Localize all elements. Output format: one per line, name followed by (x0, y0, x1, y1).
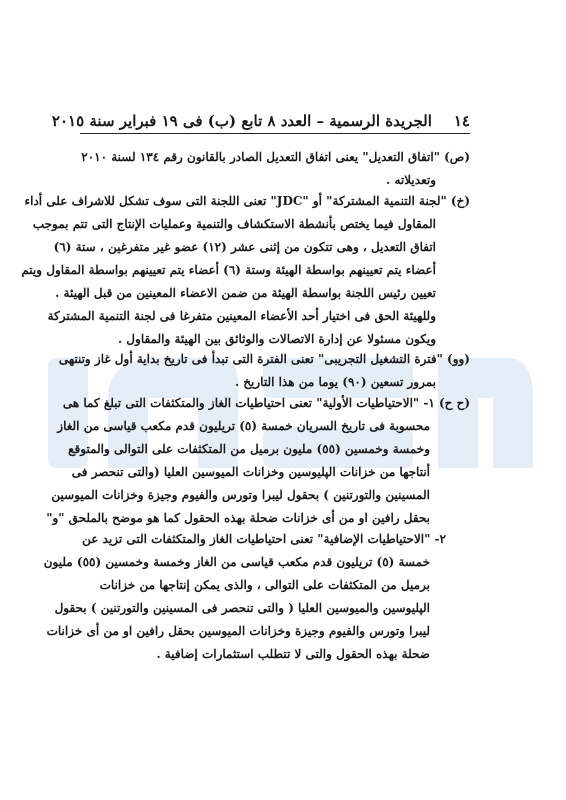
definition-ww (58, 348, 470, 394)
header-rule (80, 133, 470, 134)
text-line: وتعديلاته . (386, 173, 436, 187)
text-line: محسوبة فى تاريخ السريان خمسة (٥) تريليون قدم مكعب قياسى من الغاز (57, 419, 430, 433)
definition-hh-1 (46, 392, 470, 530)
text-line: برميل من المتكثفات على التوالى ، والذى يمكن إنتاجها من خزانات (99, 578, 430, 592)
page-number: ١٤ (453, 112, 470, 130)
page-title: الجريدة الرسمية – العدد ٨ تابع (ب) فى ١٩ فبراير سنة ٢٠١٥ (51, 112, 432, 130)
text-line: ٢- "الاحتياطيات الإضافية" تعنى احتياطيات الغاز والمتكثفات التى تزيد عن (82, 532, 446, 546)
text-line: وللهيئة الحق فى اختيار أحد الأعضاء المعينين متفرغا فى لجنة التنمية المشتركة (47, 309, 436, 323)
text-line: ليبرا وتورس والفيوم وجيزة وخزانات الميوسين بحقل رافين او من أى خزانات (46, 624, 430, 638)
page-header (51, 108, 470, 134)
text-line: أنتاجها من خزانات الپليوسين وخزانات الميوسين العليا (والتى تنحصر فى (71, 465, 430, 479)
text-line: (ص) "اتفاق التعديل" يعنى اتفاق التعديل الصادر بالقانون رقم ١٣٤ لسنة ٢٠١٠ (81, 150, 470, 164)
text-line: تعيين رئيس اللجنة بواسطة الهيئة من ضمن الاعضاء المعينين من قبل الهيئة . (55, 286, 436, 300)
definition-sad (81, 146, 470, 192)
definition-kha (21, 190, 470, 351)
text-line: وخمسة وخمسين (٥٥) مليون برميل من المتكثفات على التوالى والمتوقع (68, 442, 430, 456)
text-line: (وو) "فترة التشغيل التجريبى" تعنى الفترة التى تبدأ فى تاريخ بداية أول غاز وتنتهى (58, 352, 470, 366)
text-line: المقاول فيما يختص بأنشطة الاستكشاف والتنمية وعمليات الإنتاج التى تتم بموجب (32, 217, 436, 231)
text-line: بمرور تسعين (٩٠) يوما من هذا التاريخ . (234, 375, 436, 389)
definition-hh-2 (43, 528, 470, 666)
text-line: اتفاق التعديل ، وهى تتكون من إثنى عشر (١٢) عضو غير متفرغين ، ستة (٦) (53, 240, 436, 254)
text-line: أعضاء يتم تعيينهم بواسطة الهيئة وستة (٦) أعضاء يتم تعيينهم بواسطة المقاول ويتم (21, 263, 436, 277)
text-line: بحقل رافين او من أى خزانات ضحلة بهذه الحقول كما هو موضح بالملحق "و" (46, 511, 430, 525)
text-line: خمسة (٥) تريليون قدم مكعب قياسى من الغاز وخمسة وخمسين (٥٥) مليون (43, 555, 430, 569)
text-line: ويكون مسئولا عن إدارة الاتصالات والوثائق بين الهيئة والمقاول . (117, 332, 436, 346)
text-line: المسينين والتورتنين ) بحقول ليبرا وتورس والفيوم وجيزة وخزانات الميوسين (51, 488, 430, 502)
text-line: ضحلة بهذه الحقول والتى لا تتطلب استثمارات إضافية . (156, 647, 430, 661)
text-line: الپليوسين والميوسين العليا ( والتى تنحصر فى المسينين والتورتنين ) بحقول (54, 601, 430, 615)
text-line: (ح ح) ١- "الاحتياطيات الأولية" تعنى احتياطيات الغاز والمتكثفات التى تبلغ كما هى (62, 396, 470, 410)
text-line: (خ) "لجنة التنمية المشتركة" أو "JDC" تعنى اللجنة التى سوف تشكل للاشراف على أداء (24, 194, 470, 208)
